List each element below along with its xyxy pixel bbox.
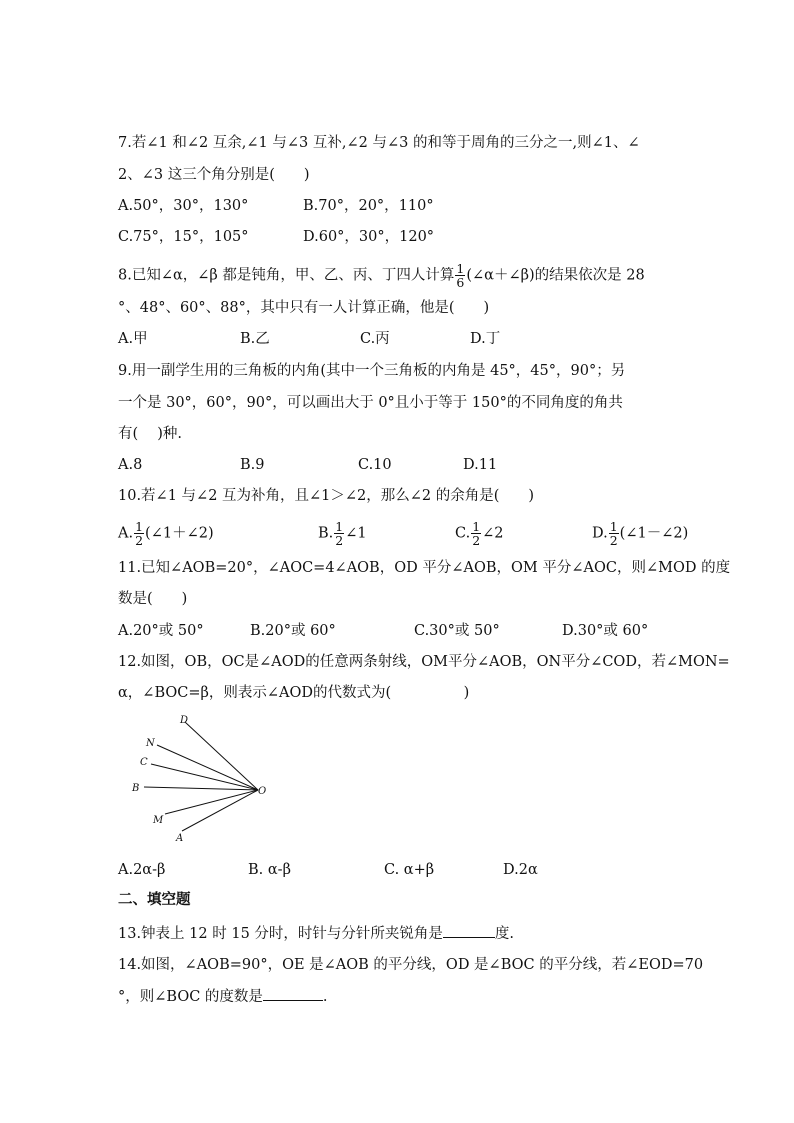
q9-option-c: C.10 [358, 457, 392, 473]
q10-option-b-text: ∠1 [345, 525, 367, 542]
q11-option-b: B.20°或 60° [250, 623, 336, 639]
q10-option-b-denominator: 2 [335, 533, 344, 548]
section-heading-fill-in: 二、填空题 [118, 892, 191, 908]
q10-option-c-letter: C. [455, 525, 471, 542]
label-o: O [258, 786, 267, 797]
q12-rays-figure [125, 710, 275, 845]
q7-stem-line1: 7.若∠1 和∠2 互余,∠1 与∠3 互补,∠2 与∠3 的和等于周角的三分之一,则∠1、∠ [118, 135, 640, 151]
q9-option-b: B.9 [240, 457, 265, 473]
q9-stem-line1: 9.用一副学生用的三角板的内角(其中一个三角板的内角是 45°，45°，90°；另 [118, 363, 626, 379]
q10-option-c-text: ∠2 [482, 525, 504, 542]
q13-answer-blank [443, 923, 495, 938]
q8-option-b: B.乙 [240, 331, 270, 347]
q7-option-b: B.70°，20°，110° [303, 198, 434, 214]
q10-option-b-fraction [334, 520, 344, 547]
q11-option-d: D.30°或 60° [562, 623, 649, 639]
q8-fraction-denominator: 6 [456, 275, 465, 290]
q10-option-b-numerator: 1 [335, 519, 344, 534]
q8-stem-pre: 8.已知∠α，∠β 都是钝角，甲、乙、丙、丁四人计算 [118, 267, 455, 284]
q11-option-c: C.30°或 50° [414, 623, 500, 639]
q10-option-d [592, 520, 688, 547]
q11-option-a: A.20°或 50° [118, 623, 204, 639]
ray-on [157, 745, 258, 790]
q10-option-c-numerator: 1 [472, 519, 481, 534]
q10-stem: 10.若∠1 与∠2 互为补角，且∠1＞∠2，那么∠2 的余角是( ) [118, 488, 535, 504]
ray-oa [182, 790, 258, 831]
q9-option-a: A.8 [118, 457, 143, 473]
q12-option-a: A.2α-β [118, 862, 166, 878]
q10-option-b [318, 520, 367, 547]
q14-stem-pre: °，则∠BOC 的度数是 [118, 989, 263, 1005]
q13-stem-pre: 13.钟表上 12 时 15 分时，时针与分针所夹锐角是 [118, 926, 443, 942]
q13-stem-post: 度. [494, 926, 515, 942]
ray-oc [151, 764, 258, 790]
q8-option-c: C.丙 [360, 331, 390, 347]
q10-option-a-letter: A. [118, 525, 134, 542]
ray-om [165, 790, 258, 814]
q10-option-c-fraction [471, 520, 481, 547]
q10-option-d-numerator: 1 [609, 519, 618, 534]
q8-option-a: A.甲 [118, 331, 148, 347]
label-c: C [140, 757, 148, 768]
q10-option-d-fraction [609, 520, 619, 547]
q9-stem-line2: 一个是 30°，60°，90°，可以画出大于 0°且小于等于 150°的不同角度的角共 [118, 395, 623, 411]
q8-option-d: D.丁 [470, 331, 501, 347]
q13-stem [118, 923, 514, 944]
q10-option-a-text: (∠1＋∠2) [145, 525, 214, 542]
q8-stem-line1 [118, 262, 645, 289]
q8-fraction [455, 262, 465, 289]
q10-option-d-text: (∠1－∠2) [619, 525, 689, 542]
q8-fraction-numerator: 1 [456, 261, 465, 276]
q12-option-d: D.2α [503, 862, 538, 878]
q10-option-a [118, 520, 214, 547]
q10-option-c-denominator: 2 [472, 533, 481, 548]
q10-option-d-denominator: 2 [609, 533, 618, 548]
label-d: D [180, 715, 189, 726]
ray-ob [144, 787, 258, 790]
q12-stem-line1: 12.如图，OB，OC是∠AOD的任意两条射线，OM平分∠AOB，ON平分∠COD，若∠MON= [118, 654, 730, 670]
label-a: A [176, 833, 184, 844]
q10-option-d-letter: D. [592, 525, 608, 542]
q12-option-c: C. α+β [384, 862, 435, 878]
q14-stem-line2 [118, 986, 328, 1007]
q11-stem-line1: 11.已知∠AOB=20°，∠AOC=4∠AOB，OD 平分∠AOB，OM 平分∠AOC，则∠MOD 的度 [118, 560, 731, 576]
label-m: M [153, 815, 164, 826]
q11-stem-line2: 数是( ) [118, 591, 188, 607]
q7-stem-line2: 2、∠3 这三个角分别是( ) [118, 167, 310, 183]
q14-answer-blank [263, 986, 323, 1001]
q14-stem-line1: 14.如图，∠AOB=90°，OE 是∠AOB 的平分线，OD 是∠BOC 的平分线，若∠EOD=70 [118, 957, 704, 973]
q12-stem-line2: α，∠BOC=β，则表示∠AOD的代数式为( ) [118, 685, 470, 701]
q10-option-a-fraction [134, 520, 144, 547]
q14-stem-post: . [322, 989, 328, 1005]
label-n: N [146, 738, 155, 749]
q10-option-b-letter: B. [318, 525, 334, 542]
q10-option-c [455, 520, 504, 547]
q9-option-d: D.11 [463, 457, 498, 473]
q7-option-a: A.50°，30°，130° [118, 198, 249, 214]
label-b: B [132, 783, 140, 794]
q7-option-d: D.60°，30°，120° [303, 229, 435, 245]
q7-option-c: C.75°，15°，105° [118, 229, 249, 245]
q8-stem-post: (∠α＋∠β)的结果依次是 28 [466, 267, 645, 284]
ray-od [185, 722, 258, 790]
q10-option-a-numerator: 1 [135, 519, 144, 534]
q12-option-b: B. α-β [248, 862, 291, 878]
q10-option-a-denominator: 2 [135, 533, 144, 548]
q9-stem-line3: 有( )种. [118, 426, 183, 442]
q8-stem-line2: °、48°、60°、88°，其中只有一人计算正确，他是( ) [118, 300, 490, 316]
